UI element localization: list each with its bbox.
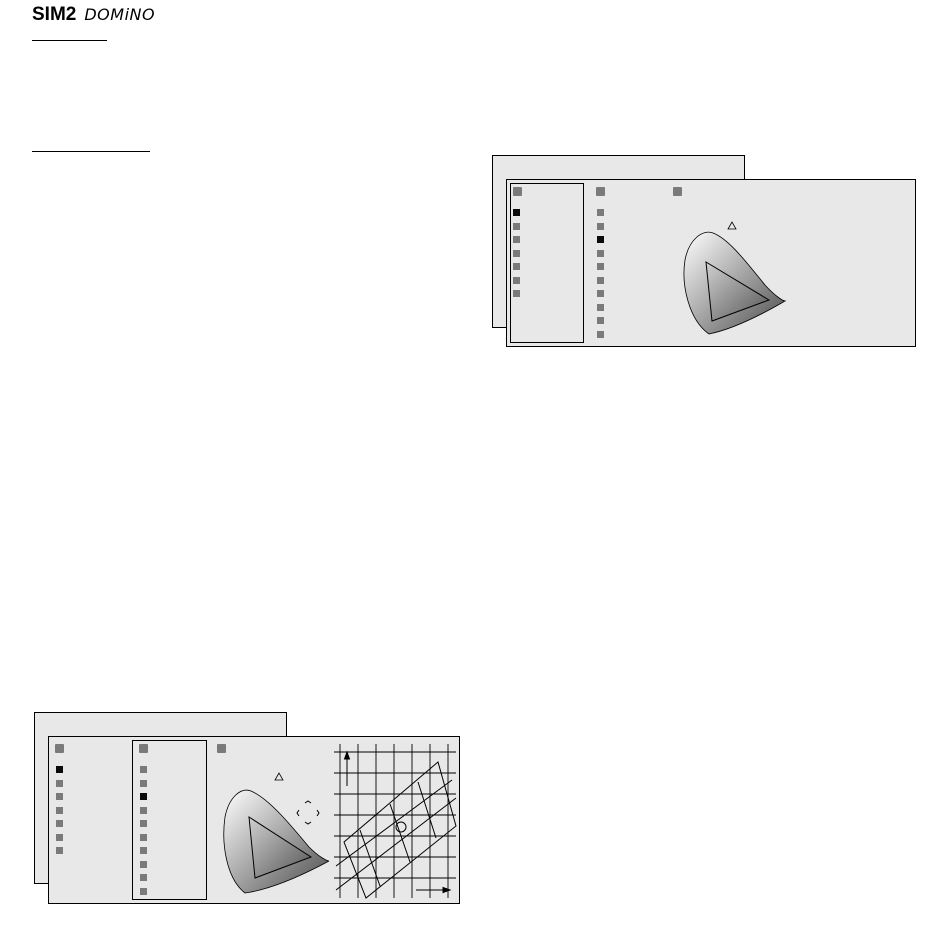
menu-square-icon <box>217 744 226 753</box>
heading-rule-2 <box>32 151 150 152</box>
menu-square-icon[interactable] <box>56 793 63 800</box>
menu-square-icon[interactable] <box>597 277 604 284</box>
menu-square-icon[interactable] <box>56 820 63 827</box>
menu-square-icon[interactable] <box>513 250 520 257</box>
logo-brand: SIM2 <box>32 4 77 25</box>
menu-square-icon[interactable] <box>140 834 147 841</box>
menu-square-icon <box>513 187 522 196</box>
menu-square-icon[interactable] <box>140 766 147 773</box>
menu-square-icon[interactable] <box>513 223 520 230</box>
menu-square-icon[interactable] <box>513 290 520 297</box>
menu-square-icon <box>139 744 148 753</box>
menu-square-icon[interactable] <box>513 209 520 216</box>
menu-square-icon[interactable] <box>597 236 604 243</box>
menu-square-icon[interactable] <box>513 277 520 284</box>
arrow-up-icon <box>345 752 350 786</box>
menu-square-icon[interactable] <box>140 780 147 787</box>
arrow-right-icon <box>416 888 450 893</box>
menu-square-icon[interactable] <box>140 874 147 881</box>
menu-square-icon <box>55 744 64 753</box>
heading-rule-1 <box>32 40 107 41</box>
menu-square-icon[interactable] <box>140 820 147 827</box>
menu-square-icon[interactable] <box>140 888 147 895</box>
front-screen <box>506 179 916 347</box>
menu-square-icon[interactable] <box>140 847 147 854</box>
menu-square-icon[interactable] <box>597 304 604 311</box>
menu-square-icon[interactable] <box>56 807 63 814</box>
indicator-triangle-icon <box>728 222 736 229</box>
indicator-triangle-icon <box>275 773 283 780</box>
menu-square-icon[interactable] <box>513 263 520 270</box>
menu-square-icon[interactable] <box>597 317 604 324</box>
gamut-diagram <box>677 205 817 335</box>
menu-square-icon[interactable] <box>56 847 63 854</box>
menu-square-icon[interactable] <box>597 331 604 338</box>
front-screen <box>48 736 460 904</box>
menu-square-icon[interactable] <box>597 223 604 230</box>
cursor-cross-icon <box>297 801 319 824</box>
menu-panel <box>510 183 584 343</box>
menu-square-icon[interactable] <box>140 807 147 814</box>
menu-square-icon[interactable] <box>513 236 520 243</box>
menu-square-icon[interactable] <box>56 834 63 841</box>
menu-square-icon[interactable] <box>597 209 604 216</box>
menu-square-icon[interactable] <box>140 793 147 800</box>
menu-square-icon[interactable] <box>56 766 63 773</box>
menu-square-icon <box>673 187 682 196</box>
menu-square-icon[interactable] <box>597 290 604 297</box>
menu-square-icon[interactable] <box>140 861 147 868</box>
menu-square-icon[interactable] <box>597 250 604 257</box>
sim2-domino-logo <box>32 4 155 26</box>
color-grid-diagram <box>332 740 458 902</box>
logo-product: DOMiNO <box>84 5 156 24</box>
menu-square-icon <box>596 187 605 196</box>
menu-square-icon[interactable] <box>56 780 63 787</box>
menu-square-icon[interactable] <box>597 263 604 270</box>
